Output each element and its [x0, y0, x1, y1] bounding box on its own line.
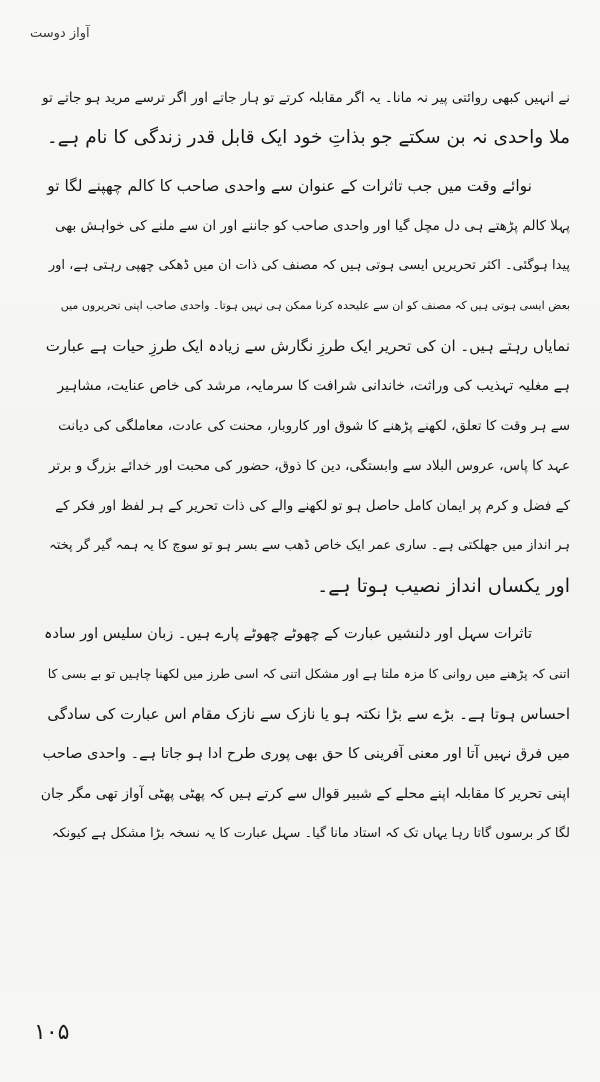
text-line: احساس ہوتا ہے۔ بڑے سے بڑا نکتہ ہو یا نازک سے نازک مقام اس عبارت کی سادگی	[47, 705, 570, 723]
text-line: اتنی کہ پڑھنے میں روانی کا مزہ ملتا ہے اور مشکل اتنی کہ اسی طرز میں لکھنا چاہیں تو بے بسی کا	[47, 666, 570, 681]
paragraph-first-line: تاثرات سہل اور دلنشیں عبارت کے چھوٹے چھوٹے پارے ہیں۔ زبان سلیس اور سادہ	[43, 626, 532, 642]
paragraph-first-line: نوائے وقت میں جب تاثرات کے عنوان سے واحدی صاحب کا کالم چھپنے لگا تو	[47, 177, 532, 195]
text-line: ہر انداز میں جھلکتی ہے۔ ساری عمر ایک خاص ڈھب سے بسر ہو تو سوچ کا یہ ہمہ گیر گر پختہ	[49, 538, 570, 553]
text-line: اپنی تحریر کا مقابلہ اپنے محلے کے شبیر قوال سے کرتے ہیں کہ پھٹی پھٹی آواز تھی مگر جان	[40, 786, 570, 802]
text-line: لگا کر برسوں گاتا رہا یہاں تک کہ استاد مانا گیا۔ سہل عبارت کا یہ نسخہ بڑا مشکل ہے کیونکہ	[51, 826, 570, 841]
body-text	[40, 78, 570, 854]
text-line: کے فضل و کرم پر ایمان کامل حاصل ہو تو لکھنے والے کی ذات تحریر کے ہر لفظ اور فکر کے	[55, 498, 570, 514]
text-line: پہلا کالم پڑھتے ہی دل مچل گیا اور واحدی صاحب کو جاننے اور ان سے ملنے کی خواہش بھی	[55, 218, 570, 234]
running-head: آواز دوست	[30, 26, 90, 41]
text-line: عہد کا پاس، عروس البلاد سے وابستگی، دین کا ذوق، حضور کی محبت اور خدائے بزرگ و برتر	[48, 458, 570, 474]
text-line: نے انہیں کبھی روائتی پیر نہ مانا۔ یہ اگر مقابلہ کرتے تو ہار جاتے اور اگر ترسے مرید ہو جاتے تو	[42, 90, 570, 106]
text-line: سے ہر وقت کا تعلق، لکھنے پڑھنے کا شوق اور کاروبار، محنت کی عادت، معاملگی کی دیانت	[58, 418, 570, 434]
text-line: ہے مغلیہ تہذیب کی وراثت، خاندانی شرافت کا سرمایہ، مرشد کی خاص عنایت، مشاہیر	[57, 378, 570, 394]
text-line: میں فرق نہیں آتا اور معنی آفرینی کا حق بھی پوری طرح ادا ہو جاتا ہے۔ واحدی صاحب	[42, 746, 570, 762]
text-line: بعض ایسی ہوتی ہیں کہ مصنف کو ان سے علیحدہ کرنا ممکن ہی نہیں ہوتا۔ واحدی صاحب اپنی تحریروں میں	[60, 299, 570, 312]
text-line: ملا واحدی نہ بن سکتے جو بذاتِ خود ایک قابل قدر زندگی کا نام ہے۔	[46, 127, 570, 148]
text-line: اور یکساں انداز نصیب ہوتا ہے۔	[317, 575, 570, 597]
text-line: پیدا ہوگئی۔ اکثر تحریریں ایسی ہوتی ہیں کہ مصنف کی ذات ان میں ڈھکی چھپی رہتی ہے، اور	[48, 258, 570, 273]
text-line: نمایاں رہتے ہیں۔ ان کی تحریر ایک طرزِ نگارش سے زیادہ ایک طرزِ حیات ہے عبارت	[45, 337, 570, 355]
page-number: ۱۰۵	[34, 1020, 70, 1045]
